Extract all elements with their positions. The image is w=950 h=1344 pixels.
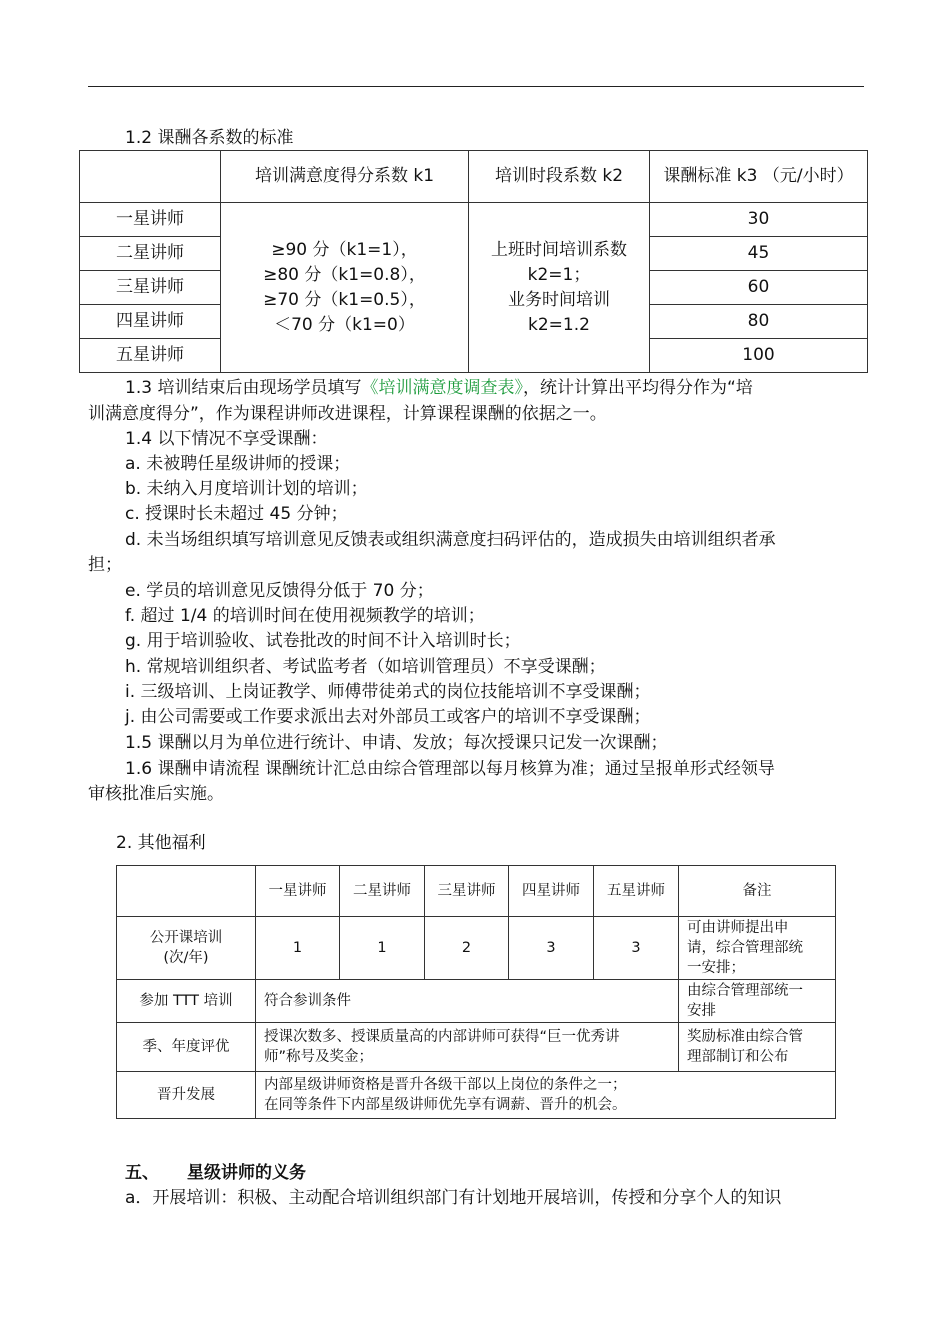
table2-header-level: 四星讲师: [509, 866, 594, 917]
table2-header-level: 五星讲师: [594, 866, 679, 917]
content-line: 授课次数多、授课质量高的内部讲师可获得“巨一优秀讲: [264, 1029, 620, 1045]
table1-k3-value: 30: [650, 203, 868, 237]
paragraph-5-a: a．开展培训：积极、主动配合培训组织部门有计划地开展培训，传授和分享个人的知识: [125, 1188, 782, 1208]
benefits-table: [116, 865, 836, 1119]
label-line: 公开课培训: [149, 930, 223, 946]
table1-k1-cell: [221, 203, 469, 373]
survey-form-link[interactable]: 《培训满意度调查表》: [361, 378, 523, 398]
content-line: 内部星级讲师资格是晋升各级干部以上岗位的条件之一；: [264, 1077, 627, 1093]
public-course-value: 1: [340, 917, 425, 980]
list-item-i: i. 三级培训、上岗证教学、师傅带徒弟式的岗位技能培训不享受课酬；: [125, 682, 651, 702]
evaluation-content: [256, 1023, 679, 1072]
public-course-note: [679, 917, 836, 980]
list-item-a: a. 未被聘任星级讲师的授课；: [125, 454, 351, 474]
table1-header-k2: 培训时段系数 k2: [469, 151, 650, 203]
list-item-c: c. 授课时长未超过 45 分钟；: [125, 504, 348, 524]
promotion-label: 晋升发展: [117, 1072, 256, 1119]
ttt-training-label: 参加 TTT 培训: [117, 980, 256, 1023]
promotion-content: [256, 1072, 836, 1119]
public-course-label: [117, 917, 256, 980]
table2-header-level: 三星讲师: [425, 866, 509, 917]
public-course-value: 3: [594, 917, 679, 980]
table1-level: 四星讲师: [80, 305, 221, 339]
k2-line: k2=1；: [527, 264, 591, 285]
section-2-heading: 2. 其他福利: [116, 833, 206, 853]
note-line: 奖励标准由综合管: [687, 1029, 803, 1045]
table1-level: 三星讲师: [80, 271, 221, 305]
table1-k3-value: 45: [650, 237, 868, 271]
table1-k3-value: 100: [650, 339, 868, 373]
k2-line: k2=1.2: [528, 314, 590, 335]
table1-level: 一星讲师: [80, 203, 221, 237]
public-course-value: 3: [509, 917, 594, 980]
list-item-h: h. 常规培训组织者、考试监考者（如培训管理员）不享受课酬；: [125, 657, 606, 677]
table1-header-k3: 课酬标准 k3 （元/小时）: [650, 151, 868, 203]
k1-line: ≥90 分（k1=1），: [271, 239, 418, 260]
evaluation-label: 季、年度评优: [117, 1023, 256, 1072]
paragraph-1-5: 1.5 课酬以月为单位进行统计、申请、发放；每次授课只记发一次课酬；: [125, 733, 668, 753]
table1-level: 二星讲师: [80, 237, 221, 271]
ttt-training-note: [679, 980, 836, 1023]
content-line: 师”称号及奖金；: [264, 1049, 374, 1065]
label-line: (次/年): [163, 950, 209, 966]
note-line: 请，综合管理部统: [687, 940, 803, 956]
paragraph-1-3-line2: 训满意度得分”，作为课程讲师改进课程，计算课程课酬的依据之一。: [88, 404, 607, 424]
k1-line: ＜70 分（k1=0）: [274, 314, 415, 335]
section-5-number: 五、: [125, 1163, 159, 1183]
note-line: 理部制订和公布: [687, 1049, 789, 1065]
list-item-d-line1: d. 未当场组织填写培训意见反馈表或组织满意度扫码评估的，造成损失由培训组织者承: [125, 530, 776, 550]
list-item-f: f. 超过 1/4 的培训时间在使用视频教学的培训；: [125, 606, 485, 626]
k1-line: ≥80 分（k1=0.8），: [263, 264, 426, 285]
list-item-e: e. 学员的培训意见反馈得分低于 70 分；: [125, 581, 434, 601]
k2-line: 上班时间培训系数: [491, 239, 627, 260]
header-rule: [88, 86, 864, 87]
list-item-j: j. 由公司需要或工作要求派出去对外部员工或客户的培训不享受课酬；: [125, 707, 651, 727]
table1-header-k1: 培训满意度得分系数 k1: [221, 151, 469, 203]
paragraph-1-4: 1.4 以下情况不享受课酬：: [125, 429, 328, 449]
note-line: 一安排；: [687, 960, 745, 976]
list-item-b: b. 未纳入月度培训计划的培训；: [125, 479, 368, 499]
evaluation-note: [679, 1023, 836, 1072]
table2-header-blank: [117, 866, 256, 917]
table1-header-blank: [80, 151, 221, 203]
list-item-d-line2: 担；: [88, 555, 122, 575]
table1-k2-cell: [469, 203, 650, 373]
public-course-value: 1: [256, 917, 340, 980]
k1-line: ≥70 分（k1=0.5），: [263, 289, 426, 310]
k2-line: 业务时间培训: [508, 289, 610, 310]
table2-header-level: 二星讲师: [340, 866, 425, 917]
paragraph-1-6-line1: 1.6 课酬申请流程 课酬统计汇总由综合管理部以每月核算为准；通过呈报单形式经领导: [125, 759, 775, 779]
section-5-title: 星级讲师的义务: [187, 1163, 306, 1183]
paragraph-1-6-line2: 审核批准后实施。: [88, 784, 224, 804]
p13-prefix: 1.3 培训结束后由现场学员填写: [125, 378, 362, 398]
table1-k3-value: 60: [650, 271, 868, 305]
table1-level: 五星讲师: [80, 339, 221, 373]
paragraph-1-3-line1: [125, 376, 753, 401]
table2-header-level: 一星讲师: [256, 866, 340, 917]
section-1-2-heading: 1.2 课酬各系数的标准: [125, 128, 294, 148]
table2-header-note: 备注: [679, 866, 836, 917]
note-line: 安排: [687, 1003, 716, 1019]
note-line: 可由讲师提出申: [687, 920, 789, 936]
public-course-value: 2: [425, 917, 509, 980]
list-item-g: g. 用于培训验收、试卷批改的时间不计入培训时长；: [125, 631, 521, 651]
p13-suffix: ，统计计算出平均得分作为“培: [522, 378, 753, 398]
ttt-training-content: 符合参训条件: [256, 980, 679, 1023]
content-line: 在同等条件下内部星级讲师优先享有调薪、晋升的机会。: [264, 1097, 627, 1113]
note-line: 由综合管理部统一: [687, 983, 803, 999]
coefficient-table: [79, 150, 868, 373]
table1-k3-value: 80: [650, 305, 868, 339]
